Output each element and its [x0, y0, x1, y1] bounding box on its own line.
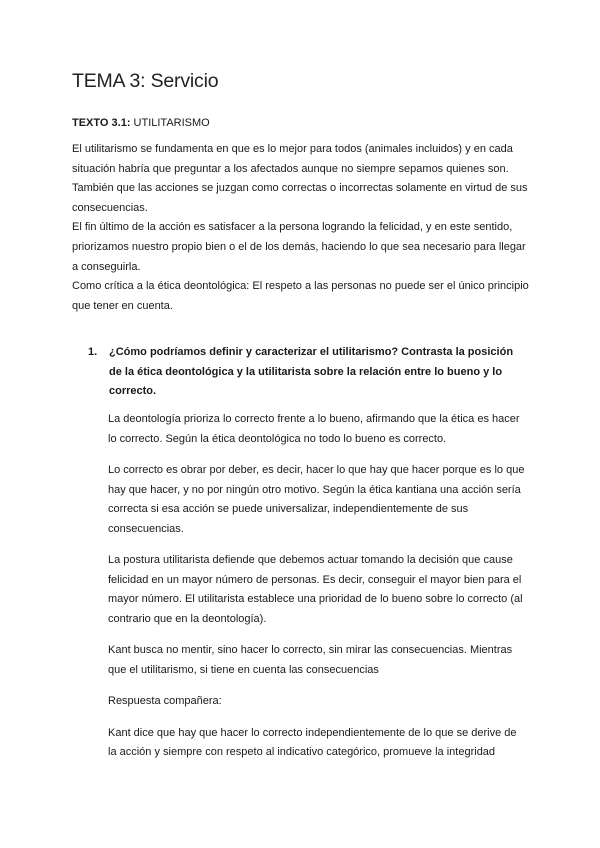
text-heading	[72, 117, 210, 129]
intro-paragraph: El utilitarismo se fundamenta en que es lo mejor para todos (animales incluidos) y en cada situación habría que preguntar a los afectados aunque no siempre sepamos quienes son. También que las acciones se juzgan como correctas o incorrectas solamente en virtud de sus consecuencias.	[72, 143, 528, 214]
question-item	[88, 343, 528, 402]
page-title: TEMA 3: Servicio	[72, 70, 219, 92]
intro-section	[72, 140, 532, 316]
answer-paragraph: La deontología prioriza lo correcto frente a lo bueno, afirmando que la ética es hacer lo correcto. Según la ética deontológica no todo lo bueno es correcto.	[108, 413, 520, 445]
answer-paragraph: La postura utilitarista defiende que debemos actuar tomando la decisión que cause felicidad en un mayor número de personas. Es decir, conseguir el mayor bien para el mayor número. El utilitarista establece una prioridad de lo bueno sobre lo correcto (al contrario que en la deontología).	[108, 554, 523, 625]
answer-paragraph: Lo correcto es obrar por deber, es decir, hacer lo que hay que hacer porque es lo que hay que hacer, y no por ningún otro motivo. Según la ética kantiana una acción sería correcta si esa acción se puede universalizar, independientemente de sus consecuencias.	[108, 464, 525, 535]
text-heading-topic: UTILITARISMO	[130, 117, 210, 129]
intro-paragraph: El fin último de la acción es satisfacer a la persona logrando la felicidad, y en este sentido, priorizamos nuestro propio bien o el de los demás, haciendo lo que sea necesario para llegar a conseguirla.	[72, 221, 526, 273]
answer-paragraph: Kant busca no mentir, sino hacer lo correcto, sin mirar las consecuencias. Mientras que el utilitarismo, si tiene en cuenta las consecuencias	[108, 644, 513, 676]
question-text: ¿Cómo podríamos definir y caracterizar el utilitarismo? Contrasta la posición de la ética deontológica y la utilitarista sobre la relación entre lo bueno y lo correcto.	[109, 346, 514, 397]
question-number: 1.	[88, 346, 98, 358]
answer-paragraph: Kant dice que hay que hacer lo correcto independientemente de lo que se derive de la acción y siempre con respeto al indicativo categórico, promueve la integridad	[108, 726, 517, 758]
answer-paragraph-label: Respuesta compañera:	[108, 695, 222, 707]
text-heading-label: TEXTO 3.1:	[72, 117, 131, 129]
answer-section	[108, 410, 528, 775]
intro-paragraph: Como crítica a la ética deontológica: El respeto a las personas no puede ser el único principio que tener en cuenta.	[72, 280, 529, 312]
